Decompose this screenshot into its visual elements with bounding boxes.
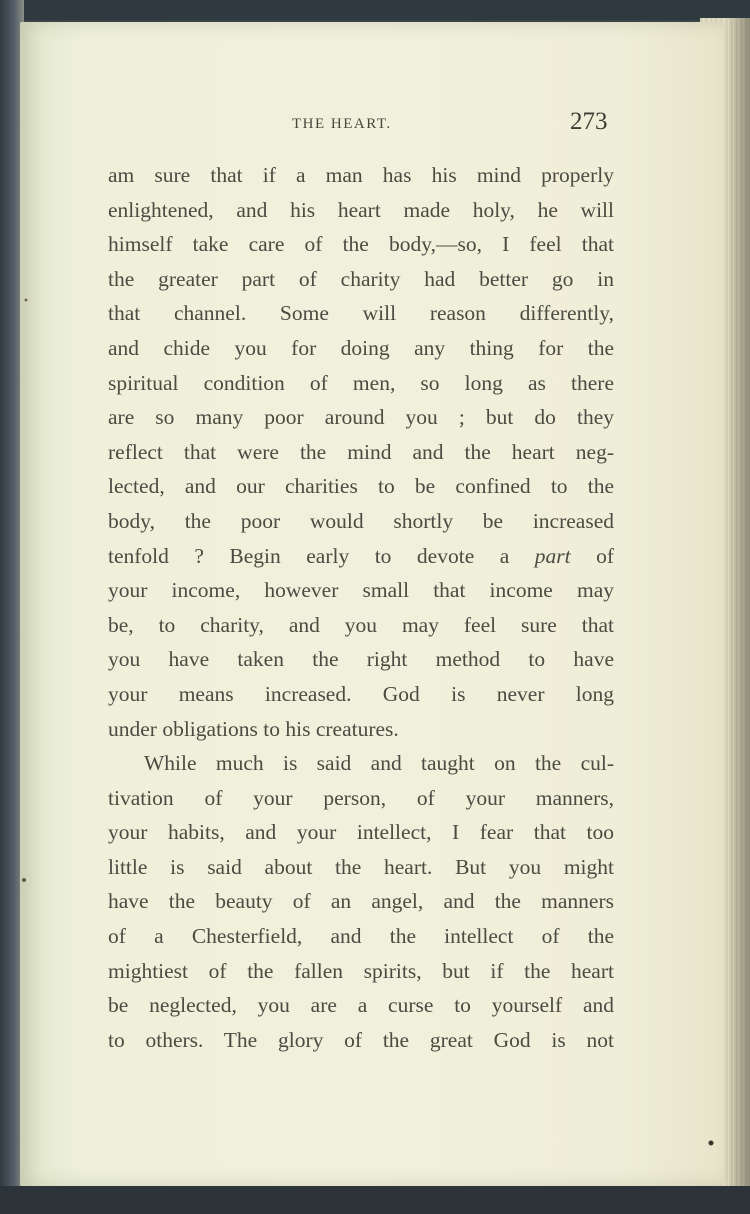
text-line: tivation of your person, of your manners, [108, 785, 614, 810]
text-line: are so many poor around you ; but do they [108, 405, 614, 430]
text-line: that channel. Some will reason differently, [108, 301, 614, 326]
paragraph-1 [108, 158, 614, 746]
text-line: spiritual condition of men, so long as there [108, 370, 614, 395]
paragraph-2 [108, 746, 614, 1057]
text-line: your habits, and your intellect, I fear that too [108, 820, 614, 845]
page-number: 273 [570, 108, 608, 135]
text-line: himself take care of the body,—so, I feel that [108, 232, 614, 257]
text-line: and chide you for doing any thing for the [108, 335, 614, 360]
text-line: reflect that were the mind and the heart neg- [108, 439, 614, 464]
book-cover-bottom [0, 1186, 750, 1214]
text-line: your means increased. God is never long [108, 681, 614, 706]
text-line: lected, and our charities to be confined to the [108, 474, 614, 499]
text-line: you have taken the right method to have [108, 647, 614, 672]
text-line: enlightened, and his heart made holy, he will [108, 197, 614, 222]
text-line: the greater part of charity had better go in [108, 266, 614, 291]
text-line: to others. The glory of the great God is not [108, 1027, 614, 1052]
text-line: of a Chesterfield, and the intellect of the [108, 924, 614, 949]
book-cover-top [0, 0, 750, 20]
text-line: am sure that if a man has his mind properly [108, 163, 614, 187]
text-line: your income, however small that income may [108, 578, 614, 603]
text-line: mightiest of the fallen spirits, but if the heart [108, 958, 614, 983]
text-line: under obligations to his creatures. [108, 716, 399, 741]
page-edge-shadow [726, 18, 750, 1188]
italic-word: part [534, 543, 571, 568]
text-line: body, the poor would shortly be increased [108, 508, 614, 533]
body-text [108, 158, 614, 1057]
text-segment: tenfold ? Begin early to devote a [108, 543, 510, 568]
text-line: have the beauty of an angel, and the manners [108, 889, 614, 914]
text-line-with-italic [108, 539, 614, 574]
text-segment: of [570, 543, 615, 568]
text-line: be neglected, you are a curse to yourself and [108, 993, 614, 1018]
text-line: be, to charity, and you may feel sure that [108, 612, 614, 637]
running-head: THE HEART. [292, 116, 392, 132]
text-line: While much is said and taught on the cul- [144, 751, 614, 776]
text-line: little is said about the heart. But you might [108, 854, 614, 879]
